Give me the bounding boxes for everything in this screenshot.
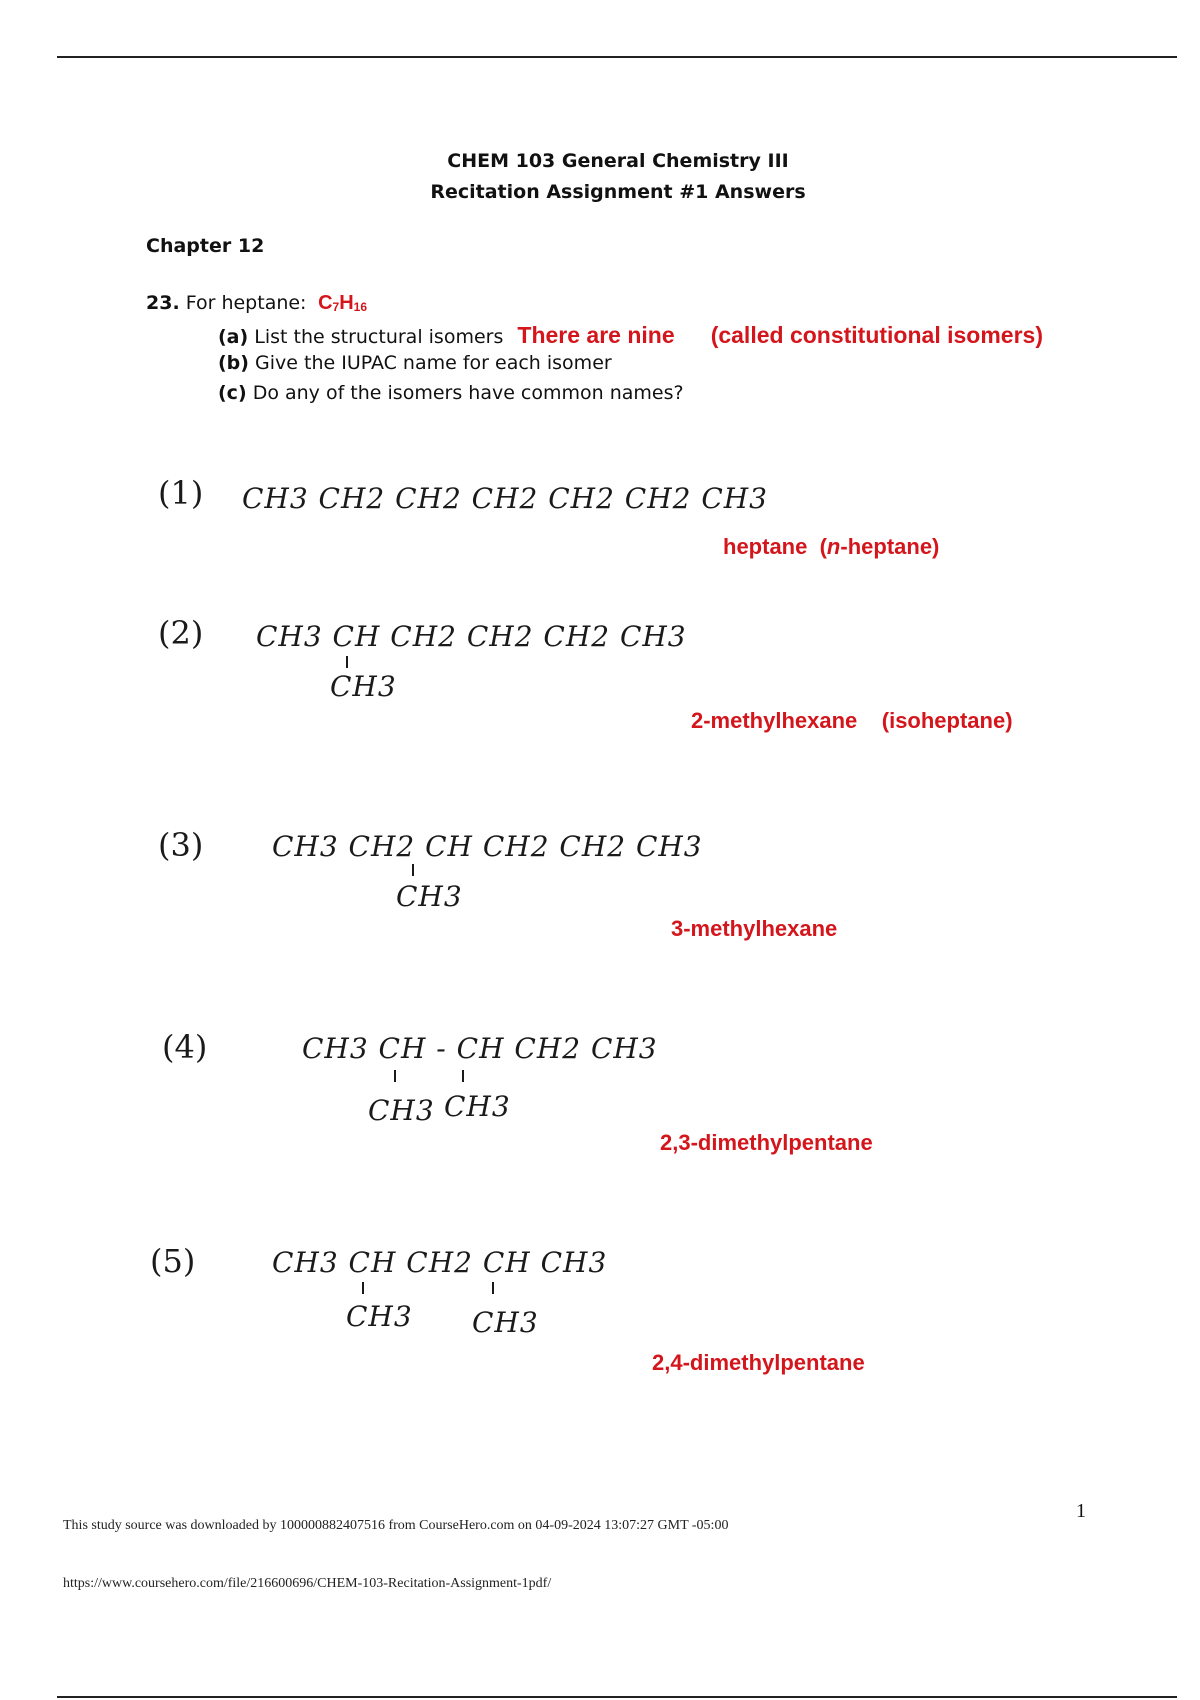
isomer-4-structure: CH3 CH - CH CH2 CH3 xyxy=(302,1032,658,1065)
isomer-3-name: 3-methylhexane xyxy=(671,916,838,941)
isomer-2-name: 2-methylhexane (isoheptane) xyxy=(691,708,1013,733)
document-title xyxy=(0,146,1200,208)
isomer-4-bond-2 xyxy=(462,1070,464,1082)
isomer-5-bond-2 xyxy=(492,1282,494,1294)
chapter-heading: Chapter 12 xyxy=(146,235,265,257)
molecular-formula: $C_7H_{16}$ xyxy=(318,292,368,314)
download-notice: This study source was downloaded by 100000882407516 from CourseHero.com on 04-09-2024 13:07:27 GMT -05:00 xyxy=(63,1518,729,1533)
isomer-5-branch-2: CH3 xyxy=(472,1306,539,1339)
isomer-2-structure: CH3 CH CH2 CH2 CH2 CH3 xyxy=(256,620,687,653)
isomer-5-bond-1 xyxy=(362,1282,364,1294)
isomer-2-branch: CH3 xyxy=(330,670,397,703)
isomer-1-structure: CH3 CH2 CH2 CH2 CH2 CH2 CH3 xyxy=(242,482,768,515)
isomer-4-name: 2,3-dimethylpentane xyxy=(660,1130,873,1155)
isomer-1-name: heptane (n-heptane) xyxy=(723,534,940,559)
part-c: (c) Do any of the isomers have common names? xyxy=(218,382,684,404)
bottom-rule xyxy=(57,1696,1177,1698)
title-line-2: Recitation Assignment #1 Answers xyxy=(430,181,806,203)
part-a: (a) List the structural isomers There are nine (called constitutional isomers) xyxy=(218,322,1043,348)
isomer-5-number: (5) xyxy=(150,1242,196,1280)
isomer-4-bond-1 xyxy=(394,1070,396,1082)
isomer-4-branch-2: CH3 xyxy=(444,1090,511,1123)
question-23 xyxy=(146,292,367,315)
isomer-3-structure: CH3 CH2 CH CH2 CH2 CH3 xyxy=(272,830,703,863)
isomer-5-name: 2,4-dimethylpentane xyxy=(652,1350,865,1375)
isomer-1-number: (1) xyxy=(158,474,204,512)
part-a-note: (called constitutional isomers) xyxy=(710,322,1043,348)
isomer-5-structure: CH3 CH CH2 CH CH3 xyxy=(272,1246,608,1279)
isomer-4-number: (4) xyxy=(162,1028,208,1066)
top-rule xyxy=(57,56,1177,58)
isomer-4-branch-1: CH3 xyxy=(368,1094,435,1127)
isomer-2-number: (2) xyxy=(158,614,204,652)
isomer-3-bond xyxy=(412,864,414,876)
isomer-2-bond xyxy=(346,656,348,668)
part-a-answer: There are nine xyxy=(517,322,675,348)
source-url[interactable]: https://www.coursehero.com/file/216600696/CHEM-103-Recitation-Assignment-1pdf/ xyxy=(63,1576,552,1591)
page-number: 1 xyxy=(1076,1500,1086,1522)
question-number: 23. xyxy=(146,292,180,314)
title-line-1: CHEM 103 General Chemistry III xyxy=(447,150,789,172)
isomer-3-branch: CH3 xyxy=(396,880,463,913)
isomer-3-number: (3) xyxy=(158,826,204,864)
question-prompt: For heptane: xyxy=(185,292,307,314)
isomer-5-branch-1: CH3 xyxy=(346,1300,413,1333)
part-b: (b) Give the IUPAC name for each isomer xyxy=(218,352,612,374)
